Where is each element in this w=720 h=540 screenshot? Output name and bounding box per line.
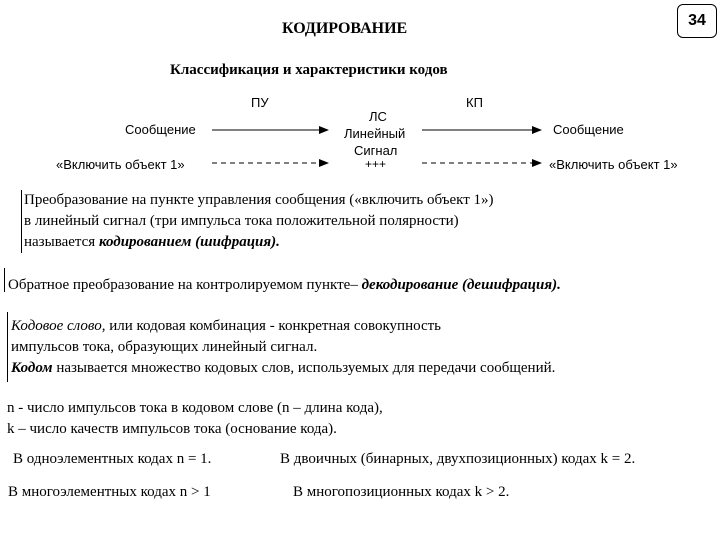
p1-line2: в линейный сигнал (три импульса тока положительной полярности) <box>24 213 459 229</box>
pulses-label: +++ <box>365 157 387 171</box>
p2-text: Обратное преобразование на контролируемом пункте– <box>8 277 362 293</box>
slide-subtitle: Классификация и характеристики кодов <box>170 62 448 78</box>
multi-position-codes: В многопозиционных кодах k > 2. <box>293 484 510 500</box>
paragraph-rule <box>4 268 5 292</box>
single-element-codes: В одноэлементных кодах n = 1. <box>13 451 212 467</box>
p3-line2: импульсов тока, образующих линейный сигнал. <box>11 339 318 355</box>
paragraph-rule <box>7 312 8 382</box>
controlled-point-label: КП <box>466 95 483 110</box>
paragraph-decoding-definition <box>8 275 561 296</box>
p4-line2: k – число качеств импульсов тока (основание кода). <box>7 421 337 437</box>
multi-element-codes: В многоэлементных кодах n > 1 <box>8 484 211 500</box>
encoding-term: кодированием (шифрация). <box>98 234 280 250</box>
p1-line3-text: называется <box>24 234 99 250</box>
paragraph-encoding-definition <box>21 190 494 253</box>
slide-title: КОДИРОВАНИЕ <box>282 20 408 37</box>
p3-line1-text: , или кодовая комбинация - конкретная совокупность <box>101 318 442 334</box>
page-number: 34 <box>688 12 706 29</box>
p4-line1: n - число импульсов тока в кодовом слове (n – длина кода), <box>7 400 383 416</box>
line-signal-abbr: ЛС <box>369 109 387 124</box>
binary-codes: В двоичных (бинарных, двухпозиционных) кодах k = 2. <box>280 451 636 467</box>
p3-line1 <box>11 316 555 337</box>
control-point-label: ПУ <box>251 95 269 110</box>
command-left-label: «Включить объект 1» <box>56 157 185 172</box>
code-word-term: Кодовое слово <box>11 318 102 334</box>
p3-line3 <box>11 358 555 379</box>
code-term: Кодом <box>11 360 53 376</box>
command-right-label: «Включить объект 1» <box>549 157 678 172</box>
paragraph-code-word-definition <box>11 316 555 379</box>
p1-line3 <box>24 232 494 253</box>
decoding-term: декодирование (дешифрация). <box>361 277 561 293</box>
p1-line1: Преобразование на пункте управления сообщения («включить объект 1») <box>24 192 494 208</box>
message-left-label: Сообщение <box>125 122 196 137</box>
paragraph-code-parameters <box>7 398 383 440</box>
signal-label: Сигнал <box>354 143 398 158</box>
message-right-label: Сообщение <box>553 122 624 137</box>
p3-line3-text: называется множество кодовых слов, используемых для передачи сообщений. <box>52 360 556 376</box>
linear-label: Линейный <box>344 126 406 141</box>
